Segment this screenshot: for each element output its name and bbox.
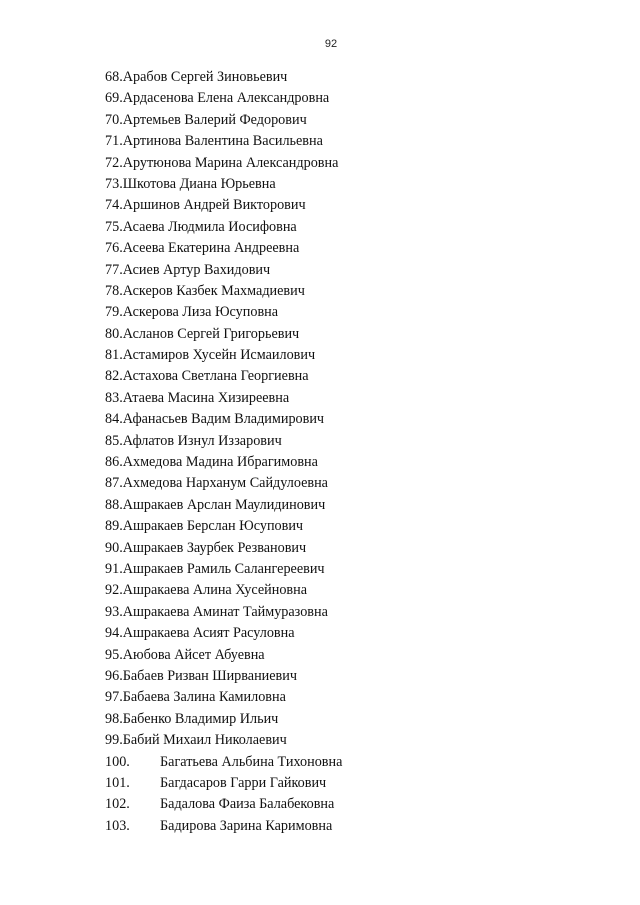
- page-number: 92: [324, 38, 338, 50]
- entry-number: 85.: [105, 432, 123, 449]
- list-item: [105, 281, 342, 302]
- entry-number: 97.: [105, 689, 123, 706]
- list-item: [105, 345, 342, 366]
- entry-name: Ашракаев Заурбек Резванович: [122, 539, 307, 556]
- entry-number: 68.: [105, 69, 123, 85]
- list-item: [105, 645, 342, 666]
- entry-name: Асланов Сергей Григорьевич: [122, 325, 300, 342]
- entry-name: Ахмедова Мадина Ибрагимовна: [122, 454, 318, 471]
- list-item: [105, 238, 342, 259]
- entry-name: Арутюнова Марина Александровна: [122, 154, 339, 171]
- list-item: [105, 366, 342, 387]
- list-item: [105, 217, 342, 238]
- entry-number: 77.: [105, 261, 123, 278]
- entry-name: Астахова Светлана Георгиевна: [122, 368, 309, 385]
- entry-name: Афлатов Изнул Иззарович: [122, 432, 282, 449]
- entry-name: Афанасьев Вадим Владимирович: [122, 411, 325, 428]
- list-item: [105, 773, 342, 794]
- list-item: [105, 110, 342, 131]
- entry-name: Бабаев Ризван Ширваниевич: [122, 667, 297, 684]
- entry-name: Ашракаева Асият Расуловна: [122, 625, 295, 642]
- list-item: [105, 495, 342, 516]
- entry-number: 73.: [105, 175, 123, 192]
- entry-number: 76.: [105, 240, 123, 257]
- list-item: [105, 174, 342, 195]
- list-item: [105, 580, 342, 601]
- entry-number: 83.: [105, 389, 123, 406]
- entry-number: 93.: [105, 603, 123, 620]
- entry-number: 90.: [105, 539, 123, 556]
- entry-name: Ахмедова Нарханум Сайдулоевна: [122, 475, 328, 492]
- entry-number: 78.: [105, 282, 123, 299]
- entry-number: 70.: [105, 111, 123, 128]
- list-item: [105, 752, 342, 773]
- list-item: [105, 730, 342, 751]
- entry-name: Ардасенова Елена Александровна: [122, 90, 330, 107]
- entry-name: Атаева Масина Хизиреевна: [122, 389, 290, 406]
- entry-number: 79.: [105, 304, 123, 321]
- entry-number: 81.: [105, 347, 123, 364]
- list-item: [105, 816, 342, 837]
- entry-number: 69.: [105, 90, 123, 107]
- entry-name: Бабаева Залина Камиловна: [122, 689, 286, 706]
- entry-name: Аюбова Айсет Абуевна: [122, 646, 265, 663]
- list-item: [105, 666, 342, 687]
- entry-number: 92.: [105, 582, 123, 599]
- entry-name: Багатьева Альбина Тихоновна: [160, 753, 343, 770]
- entry-name: Бадалова Фаиза Балабековна: [160, 796, 335, 813]
- name-list: [105, 67, 342, 837]
- entry-name: Шкотова Диана Юрьевна: [122, 175, 276, 192]
- list-item: [105, 431, 342, 452]
- entry-number: 71.: [105, 133, 123, 150]
- entry-name: Асиев Артур Вахидович: [122, 261, 271, 278]
- entry-number: 87.: [105, 475, 123, 492]
- list-item: [105, 687, 342, 708]
- entry-number: 102.: [105, 796, 130, 813]
- entry-number: 96.: [105, 667, 123, 684]
- entry-name: Ашракаева Алина Хусейновна: [122, 582, 308, 599]
- list-item: [105, 473, 342, 494]
- entry-number: 91.: [105, 560, 123, 577]
- entry-name: Асаева Людмила Иосифовна: [122, 218, 297, 235]
- entry-number: 88.: [105, 496, 123, 513]
- entry-name: Асеева Екатерина Андреевна: [122, 240, 300, 257]
- list-item: [105, 623, 342, 644]
- entry-number: 100.: [105, 753, 130, 770]
- list-item: [105, 67, 342, 88]
- entry-number: 98.: [105, 710, 123, 727]
- entry-name: Астамиров Хусейн Исмаилович: [122, 347, 316, 364]
- entry-number: 101.: [105, 774, 130, 791]
- entry-number: 94.: [105, 625, 123, 642]
- list-item: [105, 260, 342, 281]
- entry-number: 95.: [105, 646, 123, 663]
- entry-number: 89.: [105, 518, 123, 535]
- list-item: [105, 153, 342, 174]
- entry-name: Ашракаев Рамиль Салангереевич: [122, 560, 325, 577]
- list-item: [105, 538, 342, 559]
- entry-name: Бабенко Владимир Ильич: [122, 710, 279, 727]
- list-item: [105, 195, 342, 216]
- entry-name: Бадирова Зарина Каримовна: [160, 817, 333, 834]
- entry-name: Бабий Михаил Николаевич: [122, 732, 287, 749]
- entry-name: Ашракаев Берслан Юсупович: [122, 518, 304, 535]
- entry-name: Ашракаева Аминат Таймуразовна: [122, 603, 328, 620]
- entry-name: Арабов Сергей Зиновьевич: [122, 69, 288, 85]
- list-item: [105, 794, 342, 815]
- list-item: [105, 452, 342, 473]
- entry-name: Аршинов Андрей Викторович: [122, 197, 306, 214]
- entry-number: 84.: [105, 411, 123, 428]
- entry-name: Артинова Валентина Васильевна: [122, 133, 323, 150]
- list-item: [105, 324, 342, 345]
- list-item: [105, 88, 342, 109]
- entry-number: 82.: [105, 368, 123, 385]
- list-item: [105, 709, 342, 730]
- entry-number: 75.: [105, 218, 123, 235]
- list-item: [105, 602, 342, 623]
- list-item: [105, 409, 342, 430]
- entry-number: 99.: [105, 732, 123, 749]
- list-item: [105, 388, 342, 409]
- entry-name: Аскерова Лиза Юсуповна: [122, 304, 279, 321]
- entry-number: 86.: [105, 454, 123, 471]
- entry-number: 74.: [105, 197, 123, 214]
- list-item: [105, 302, 342, 323]
- entry-name: Аскеров Казбек Махмадиевич: [122, 282, 305, 299]
- entry-name: Багдасаров Гарри Гайкович: [160, 774, 327, 791]
- entry-name: Ашракаев Арслан Маулидинович: [122, 496, 326, 513]
- entry-number: 103.: [105, 817, 130, 834]
- list-item: [105, 131, 342, 152]
- list-item: [105, 516, 342, 537]
- entry-number: 72.: [105, 154, 123, 171]
- entry-number: 80.: [105, 325, 123, 342]
- list-item: [105, 559, 342, 580]
- entry-name: Артемьев Валерий Федорович: [122, 111, 307, 128]
